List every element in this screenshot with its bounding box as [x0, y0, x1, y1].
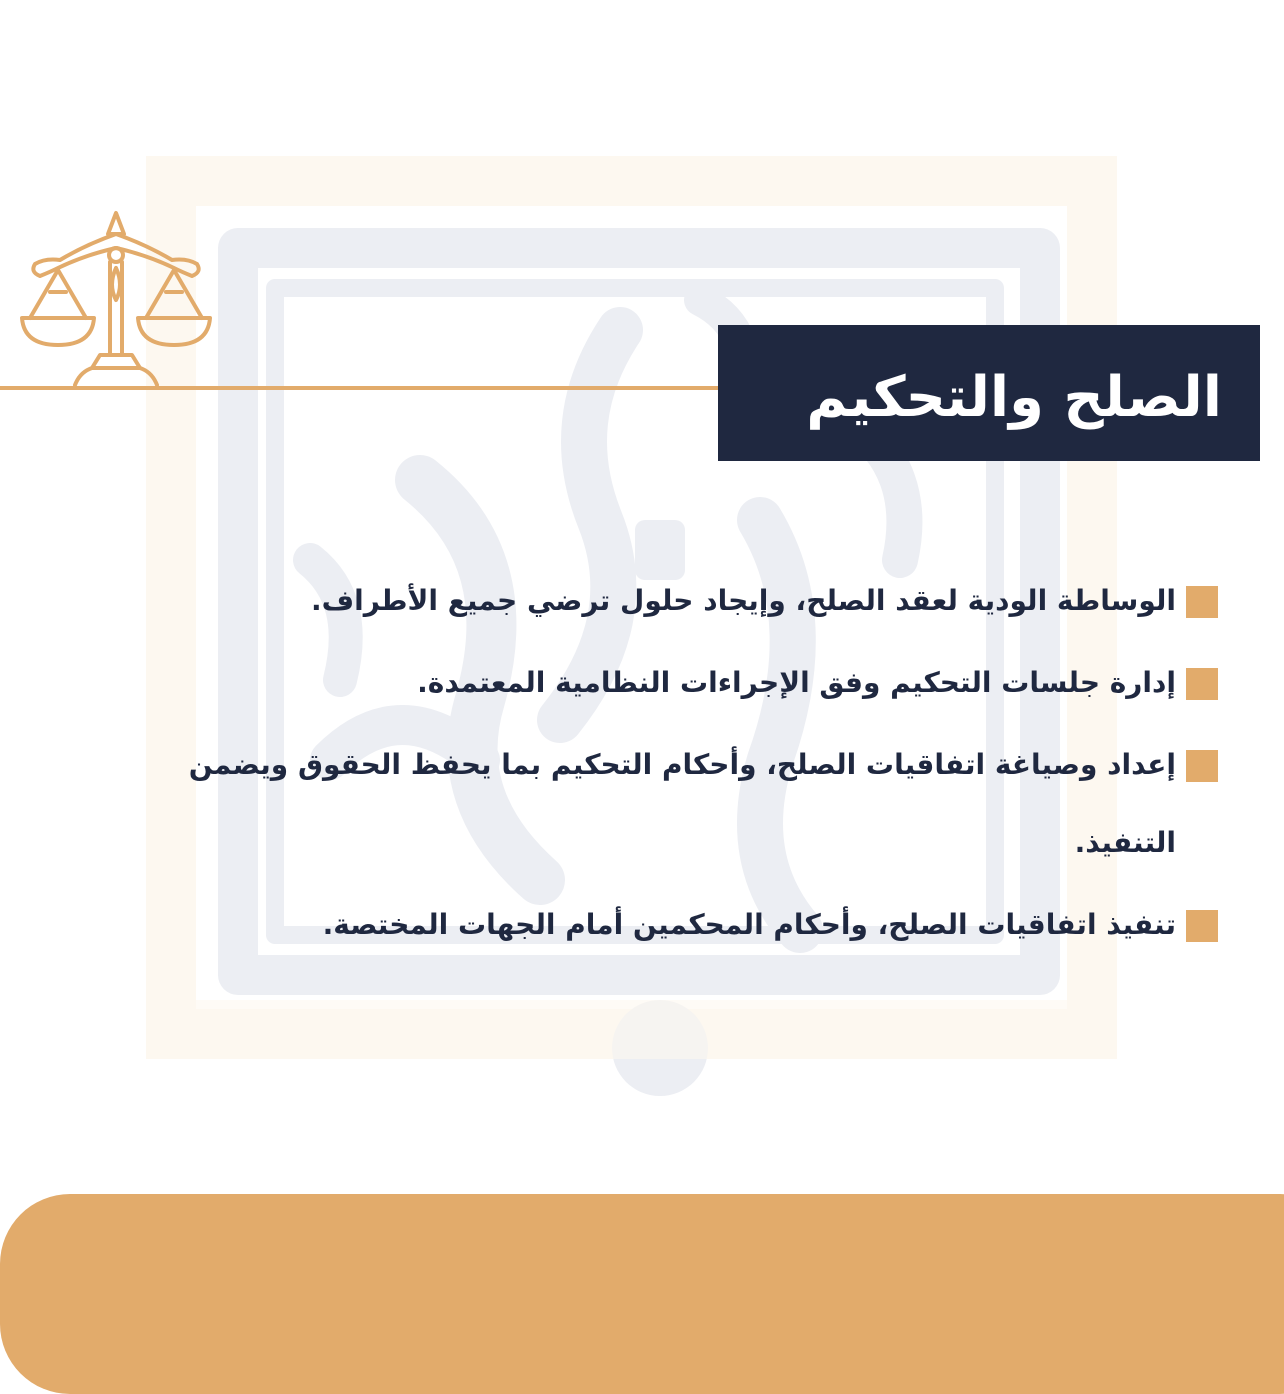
footer-band — [0, 1194, 1284, 1394]
list-item — [120, 886, 1220, 964]
list-item-text: إعداد وصياغة اتفاقيات الصلح، وأحكام التحكيم بما يحفظ الحقوق ويضمن التنفيذ. — [188, 748, 1176, 859]
page-title: الصلح والتحكيم — [806, 365, 1222, 430]
list-item — [120, 562, 1220, 640]
list-item — [120, 726, 1220, 882]
list-item-text: الوساطة الودية لعقد الصلح، وإيجاد حلول ترضي جميع الأطراف. — [310, 584, 1176, 617]
list-item — [120, 644, 1220, 722]
square-bullet-icon — [1186, 668, 1218, 700]
square-bullet-icon — [1186, 750, 1218, 782]
title-banner — [718, 325, 1260, 461]
list-item-text: إدارة جلسات التحكيم وفق الإجراءات النظامية المعتمدة. — [417, 666, 1176, 699]
square-bullet-icon — [1186, 586, 1218, 618]
list-item-text: تنفيذ اتفاقيات الصلح، وأحكام المحكمين أمام الجهات المختصة. — [322, 908, 1176, 941]
services-list — [120, 562, 1220, 968]
square-bullet-icon — [1186, 910, 1218, 942]
